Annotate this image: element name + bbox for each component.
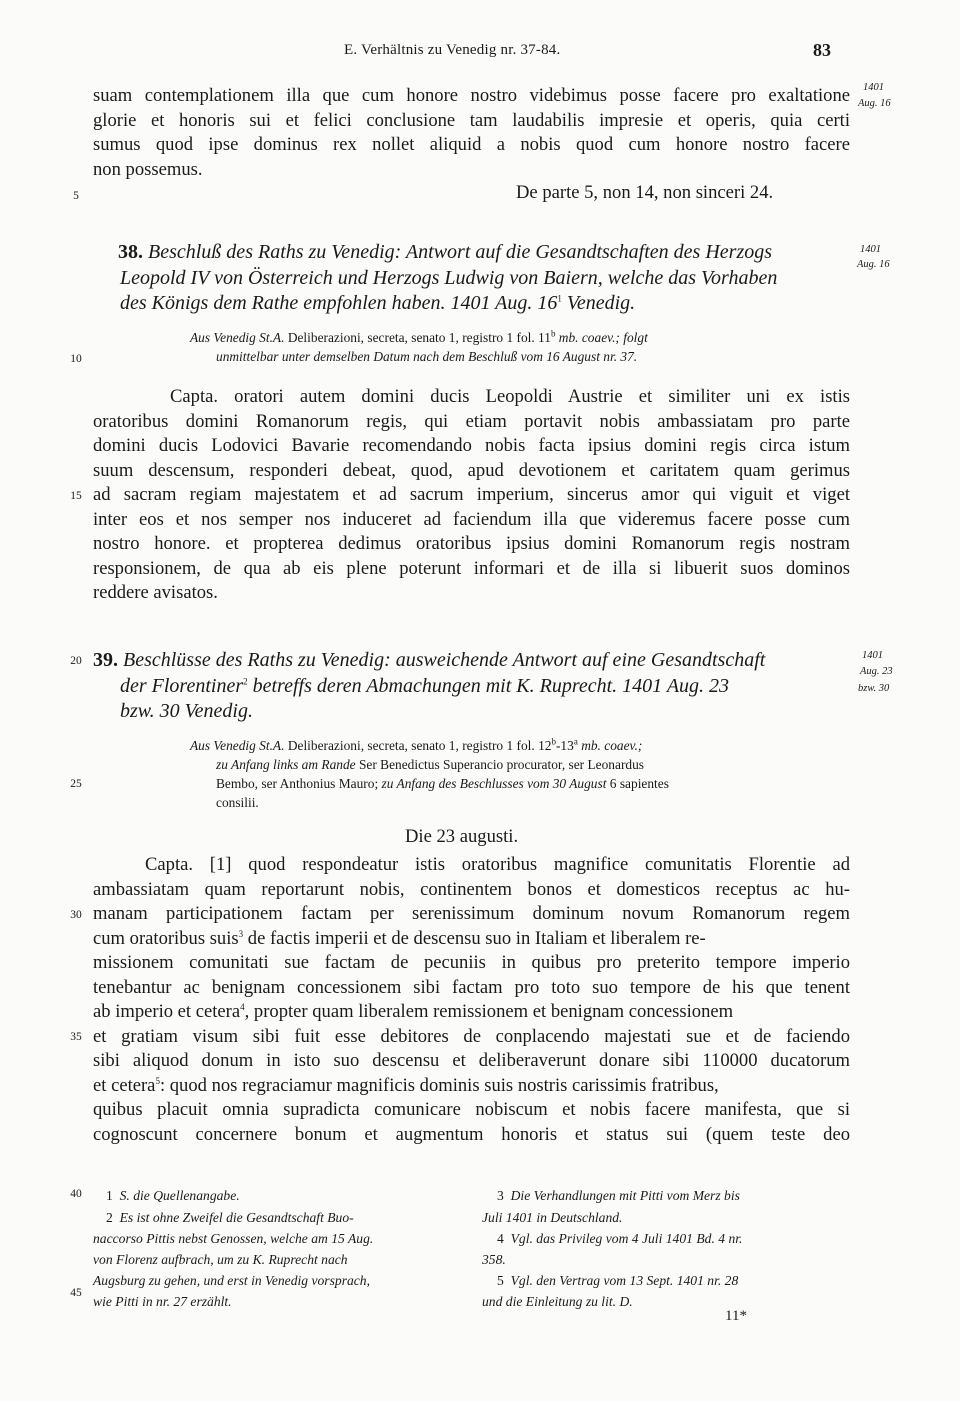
footnote-line: und die Einleitung zu lit. D. xyxy=(482,1294,633,1309)
item-39-heading-line: bzw. 30 Venedig. xyxy=(120,700,253,722)
text-line: Capta. [1] quod respondeatur istis oratoribus magnifice comunitatis Florentie ad xyxy=(145,854,850,875)
item-39-number: 39. xyxy=(93,649,118,671)
line-number: 40 xyxy=(70,1188,82,1200)
footnote-mark: 2 xyxy=(243,676,248,687)
text-segment: cum oratoribus suis xyxy=(93,928,239,949)
source-italic: Aus Venedig St.A. xyxy=(190,738,285,753)
footnote-line: naccorso Pittis nebst Genossen, welche am 15 Aug. xyxy=(93,1231,374,1246)
text-line: oratoribus domini Romanorum regis, qui etiam portavit nobis ambassiatam pro parte xyxy=(93,411,850,432)
footnote-line: wie Pitti in nr. 27 erzählt. xyxy=(93,1294,232,1309)
footnote-number: 3 xyxy=(497,1188,504,1203)
item-38-number: 38. xyxy=(118,241,143,263)
text-line xyxy=(93,927,850,951)
footnote xyxy=(497,1229,742,1248)
footnote-mark: 4 xyxy=(240,1001,245,1012)
footnote xyxy=(497,1186,740,1205)
margin-date: Aug. 16 xyxy=(857,259,890,270)
text-line: responsionem, de qua ab eis plene poterunt informari et de illa si libuerit suos dominos xyxy=(93,558,850,579)
source-italic: zu Anfang links am Rande xyxy=(216,757,356,772)
footnote-mark: 1 xyxy=(557,293,562,304)
text-line: tenebantur ac benignam concessionem sibi factam pro toto suo tempore de his que tenent xyxy=(93,977,850,998)
text-line: ambassiatam quam reportarunt nobis, continentem bonos et domesticos receptus ac hu- xyxy=(93,879,850,900)
footnote-line: Juli 1401 in Deutschland. xyxy=(482,1210,623,1225)
footnote-text: Vgl. das Privileg vom 4 Juli 1401 Bd. 4 nr. xyxy=(510,1231,743,1246)
line-number: 5 xyxy=(73,190,79,202)
margin-date: Aug. 23 xyxy=(860,666,893,677)
text-line: missionem comunitati sue factam de pecuniis in quibus pro preterito tempore imperio xyxy=(93,952,850,973)
line-number: 25 xyxy=(70,778,82,790)
line-number: 35 xyxy=(70,1031,82,1043)
source-note: consilii. xyxy=(216,795,259,810)
footnote-number: 4 xyxy=(497,1231,504,1246)
footnote-line: 358. xyxy=(482,1252,506,1267)
text-line: cognoscunt concernere bonum et augmentum honoris et status sui (quem teste deo xyxy=(93,1124,850,1145)
footnote-number: 2 xyxy=(106,1210,113,1225)
source-sup: a xyxy=(573,736,578,747)
line-number: 45 xyxy=(70,1287,82,1299)
item-39-heading-line xyxy=(120,674,852,699)
heading-text: Beschlüsse des Raths zu Venedig: ausweichende Antwort auf eine Gesandtschaft xyxy=(123,649,766,671)
signature-mark: 11* xyxy=(725,1308,747,1324)
margin-date: Aug. 16 xyxy=(858,98,891,109)
footnote xyxy=(497,1271,738,1290)
source-text: Ser Benedictus Superancio procurator, ser Leonardus xyxy=(358,757,645,772)
source-text: Deliberazioni, secreta, senato 1, registro 1 fol. 11 xyxy=(284,330,551,345)
text-line: sumus quod ipse dominus rex nollet aliquid a nobis quod cum honore nostro facere xyxy=(93,134,850,155)
heading-text: betreffs deren Abmachungen mit K. Ruprecht. 1401 Aug. 23 xyxy=(252,675,730,697)
text-line: Capta. oratori autem domini ducis Leopoldi Austrie et similiter uni ex istis xyxy=(170,386,850,407)
date-line: Die 23 augusti. xyxy=(405,826,519,847)
footnote-text: Es ist ohne Zweifel die Gesandtschaft Buo- xyxy=(119,1210,354,1225)
footnote-line: von Florenz aufbrach, um zu K. Ruprecht nach xyxy=(93,1252,348,1267)
item-38-heading-line: Leopold IV von Österreich und Herzogs Ludwig von Baiern, welche das Vorhaben xyxy=(120,267,778,289)
text-line: reddere avisatos. xyxy=(93,582,218,603)
text-line: manam participationem factam per serenissimum dominum novum Romanorum regem xyxy=(93,903,850,924)
footnote xyxy=(106,1186,240,1205)
source-note xyxy=(216,774,876,793)
source-text: 6 sapientes xyxy=(609,776,669,791)
text-line: suam contemplationem illa que cum honore nostro videbimus posse facere pro exaltatione xyxy=(93,85,850,106)
text-segment: : quod nos regraciamur magnificis dominis suis nostris carissimis fratribus, xyxy=(159,1075,719,1096)
footnote-number: 1 xyxy=(106,1188,113,1203)
text-line: inter eos et nos semper nos induceret ad faciendum illa que videremus facere posse cum xyxy=(93,509,850,530)
text-line xyxy=(93,1000,850,1024)
page-number: 83 xyxy=(813,40,831,60)
footnote-number: 5 xyxy=(497,1273,504,1288)
source-sup: b xyxy=(551,736,556,747)
margin-year: 1401 xyxy=(860,244,881,255)
text-line: quibus placuit omnia supradicta comunicare nobiscum et nobis facere manifesta, que si xyxy=(93,1099,850,1120)
footnote-text: Vgl. den Vertrag vom 13 Sept. 1401 nr. 28 xyxy=(510,1273,739,1288)
text-line: sibi aliquod donum in isto suo descensu et deliberaverunt donare sibi 110000 ducatorum xyxy=(93,1050,850,1071)
source-text: Bembo, ser Anthonius Mauro; xyxy=(216,776,379,791)
line-number: 30 xyxy=(70,909,82,921)
item-38-heading-line xyxy=(118,240,850,265)
source-italic: Aus Venedig St.A. xyxy=(190,330,285,345)
footnote-line: Augsburg zu gehen, und erst in Venedig vorsprach, xyxy=(93,1273,371,1288)
text-line: domini ducis Lodovici Bavarie recomendando nobis facta ipsius domini regis circa istum xyxy=(93,435,850,456)
text-line: nostro honore. et propterea dedimus oratoribus ipsius domini Romanorum regis nostram xyxy=(93,533,850,554)
text-line xyxy=(93,1074,850,1098)
text-line: et gratiam visum sibi fuit esse debitores de conplacendo majestati sue et de faciendo xyxy=(93,1026,850,1047)
heading-text: der Florentiner xyxy=(120,675,244,697)
source-italic: zu Anfang des Beschlusses vom 30 August xyxy=(381,776,607,791)
source-note xyxy=(190,736,850,755)
text-segment: de factis imperii et de descensu suo in Italiam et liberalem re- xyxy=(247,928,706,949)
text-segment: et cetera xyxy=(93,1075,156,1096)
line-number: 20 xyxy=(70,655,82,667)
text-line: ad sacram regiam majestatem et ad sacrum imperium, sincerus amor qui viguit et viget xyxy=(93,484,850,505)
heading-text: des Königs dem Rathe empfohlen haben. 1401 Aug. 16 xyxy=(120,292,558,314)
item-38-heading-line xyxy=(120,291,852,316)
text-line: suum descensum, responderi debeat, quod, apud devotionem et caritatem quam gerimus xyxy=(93,460,850,481)
source-italic: mb. coaev.; xyxy=(581,738,643,753)
footnote xyxy=(106,1208,354,1227)
footnote-text: S. die Quellenangabe. xyxy=(119,1188,240,1203)
text-segment: , propter quam liberalem remissionem et benignam concessionem xyxy=(244,1001,734,1022)
text-line: glorie et honoris sui et felici conclusione tam laudabilis impresie et operis, quia certi xyxy=(93,110,850,131)
running-head: E. Verhältnis zu Venedig nr. 37-84. xyxy=(344,42,561,58)
footnote-mark: 3 xyxy=(238,928,244,939)
text-line: non possemus. xyxy=(93,159,203,180)
heading-text: Beschluß des Raths zu Venedig: Antwort auf die Gesandtschaften des Herzogs xyxy=(148,241,773,263)
source-sup: b xyxy=(550,328,556,339)
line-number: 10 xyxy=(70,353,82,365)
footnote-mark: 5 xyxy=(155,1075,160,1086)
margin-year: 1401 xyxy=(863,82,884,93)
source-note xyxy=(216,755,876,774)
margin-date: bzw. 30 xyxy=(858,683,890,694)
item-39-heading-line xyxy=(93,648,850,673)
margin-year: 1401 xyxy=(862,650,883,661)
source-note xyxy=(190,328,850,347)
vote-line: De parte 5, non 14, non sinceri 24. xyxy=(516,182,774,203)
footnote-text: Die Verhandlungen mit Pitti vom Merz bis xyxy=(510,1188,740,1203)
source-italic: mb. coaev.; folgt xyxy=(555,330,648,345)
line-number: 15 xyxy=(70,490,82,502)
source-text: -13 xyxy=(555,738,574,753)
text-segment: ab imperio et cetera xyxy=(93,1001,241,1022)
heading-text: Venedig. xyxy=(566,292,636,314)
source-note: unmittelbar unter demselben Datum nach dem Beschluß vom 16 August nr. 37. xyxy=(216,349,638,364)
source-text: Deliberazioni, secreta, senato 1, registro 1 fol. 12 xyxy=(287,738,552,753)
